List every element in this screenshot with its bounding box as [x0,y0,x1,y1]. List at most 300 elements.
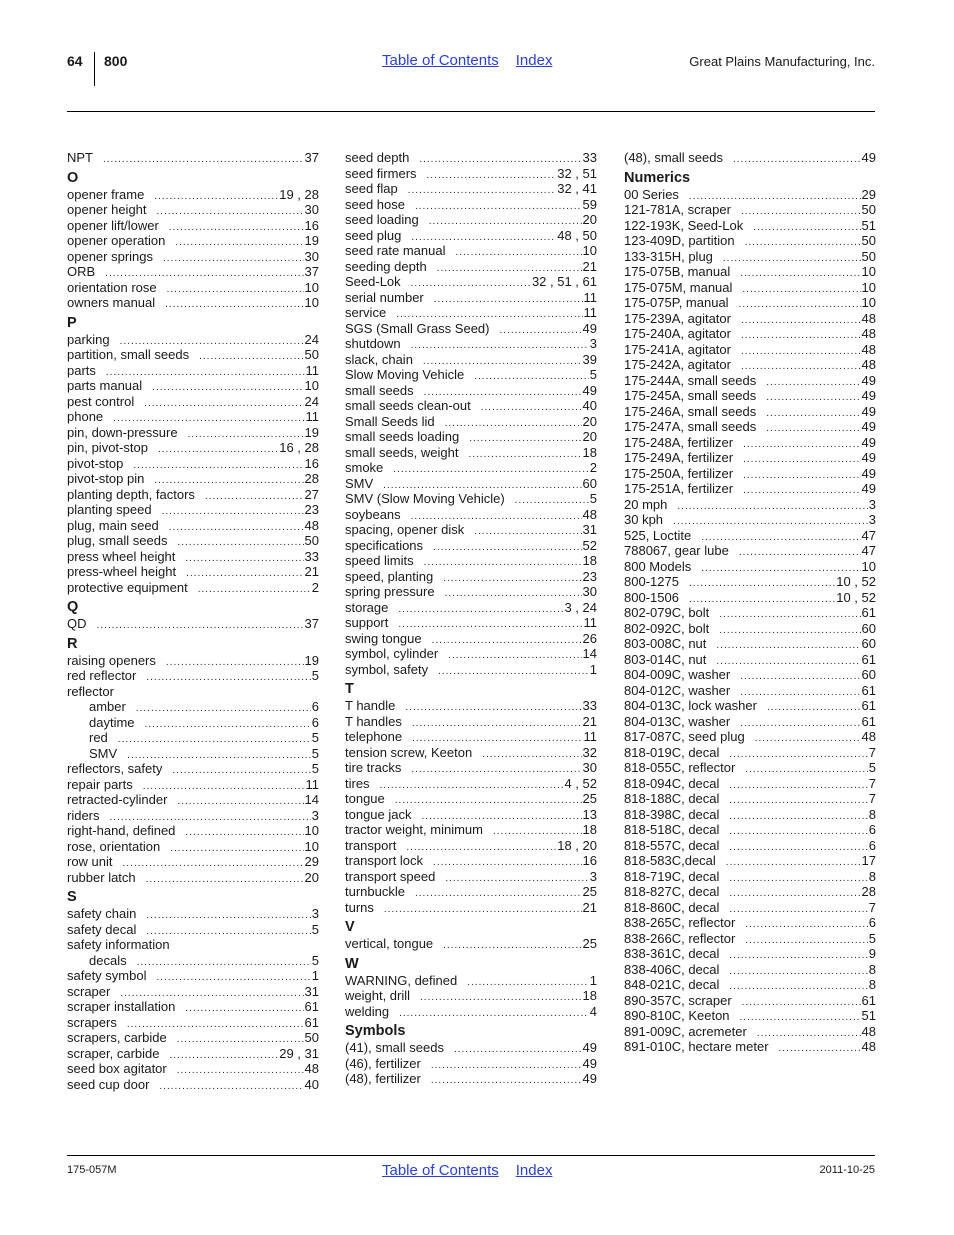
entry-page-ref[interactable]: 48 [861,729,876,744]
entry-page-ref[interactable]: 26 [582,630,597,646]
entry-page-ref[interactable]: 52 [582,537,597,553]
index-entry[interactable] [345,522,597,538]
entry-page-ref[interactable]: 61 [861,713,876,729]
entry-page-ref[interactable]: 60 [861,667,876,682]
index-entry[interactable] [67,823,319,839]
entry-page-ref[interactable]: 7 [868,744,876,760]
index-entry[interactable] [624,497,876,513]
entry-page-ref[interactable]: 10 [861,295,876,310]
index-entry[interactable] [345,445,597,461]
index-entry[interactable] [67,409,319,425]
index-entry[interactable] [624,466,876,482]
entry-page-ref[interactable]: 3 [589,336,597,351]
index-entry[interactable] [67,425,319,441]
entry-page-ref[interactable]: 21 [582,899,597,915]
index-entry[interactable] [345,352,597,368]
index-entry[interactable] [67,999,319,1015]
entry-page-ref[interactable]: 39 [582,351,597,367]
entry-page-ref[interactable]: 16 [582,853,597,868]
entry-page-ref[interactable]: 6 [868,822,876,837]
entry-page-ref[interactable]: 8 [868,961,876,977]
entry-page-ref[interactable]: 60 [861,620,876,636]
index-entry[interactable] [624,900,876,916]
index-entry[interactable] [67,471,319,487]
entry-page-ref[interactable]: 49 [861,450,876,465]
index-entry[interactable] [67,456,319,472]
index-entry[interactable] [345,398,597,414]
index-entry[interactable] [624,342,876,358]
index-entry[interactable] [345,259,597,275]
entry-page-ref[interactable]: 49 [582,382,597,398]
entry-page-ref[interactable]: 48 [861,357,876,372]
entry-page-ref[interactable]: 32 , 51 [557,165,597,181]
index-entry[interactable] [624,869,876,885]
entry-page-ref[interactable]: 11 [583,289,597,305]
entry-page-ref[interactable]: 28 [304,471,319,486]
entry-page-ref[interactable]: 40 [582,398,597,413]
index-entry[interactable] [345,476,597,492]
index-entry[interactable] [345,1056,597,1072]
entry-page-ref[interactable]: 32 [582,744,597,760]
index-entry[interactable] [624,574,876,590]
entry-page-ref[interactable]: 49 [582,1071,597,1086]
index-entry[interactable] [624,419,876,435]
index-entry[interactable] [624,621,876,637]
index-entry[interactable] [624,150,876,166]
entry-page-ref[interactable]: 59 [582,196,597,212]
index-entry[interactable] [345,150,597,166]
index-entry[interactable] [345,569,597,585]
index-entry[interactable] [624,528,876,544]
index-entry[interactable] [345,181,597,197]
index-entry[interactable] [345,491,597,507]
entry-page-ref[interactable]: 21 [582,258,597,274]
entry-page-ref[interactable]: 16 , 28 [279,440,319,455]
index-entry[interactable] [345,460,597,476]
index-entry[interactable] [624,311,876,327]
entry-page-ref[interactable]: 25 [582,791,597,806]
index-entry[interactable] [624,807,876,823]
entry-page-ref[interactable]: 10 [861,558,876,574]
index-entry[interactable] [624,652,876,668]
entry-page-ref[interactable]: 49 [861,150,876,165]
entry-page-ref[interactable]: 10 [582,243,597,258]
entry-page-ref[interactable]: 51 [861,1008,876,1023]
entry-page-ref[interactable]: 10 [304,838,319,854]
index-entry[interactable] [345,822,597,838]
index-entry[interactable] [624,667,876,683]
index-entry[interactable] [345,538,597,554]
entry-page-ref[interactable]: 6 [868,837,876,853]
entry-page-ref[interactable]: 5 [868,930,876,946]
index-entry[interactable] [67,295,319,311]
entry-page-ref[interactable]: 48 [861,1039,876,1054]
entry-page-ref[interactable]: 21 [582,713,597,729]
entry-page-ref[interactable]: 3 [868,512,876,527]
entry-page-ref[interactable]: 14 [304,792,319,807]
index-entry[interactable] [624,590,876,606]
index-entry[interactable] [67,347,319,363]
index-entry[interactable] [624,543,876,559]
index-entry[interactable] [67,1061,319,1077]
entry-page-ref[interactable]: 8 [868,868,876,884]
index-entry[interactable] [67,968,319,984]
index-entry[interactable] [67,332,319,348]
index-entry[interactable] [624,760,876,776]
index-entry[interactable] [345,1040,597,1056]
index-entry[interactable] [67,854,319,870]
index-entry[interactable] [624,977,876,993]
entry-page-ref[interactable]: 37 [304,150,319,165]
entry-page-ref[interactable]: 3 , 24 [564,599,597,615]
entry-page-ref[interactable]: 10 , 52 [836,589,876,605]
index-entry[interactable] [67,922,319,938]
index-entry[interactable] [345,228,597,244]
entry-page-ref[interactable]: 14 [582,646,597,661]
toc-link[interactable]: Table of Contents [382,1162,499,1179]
entry-page-ref[interactable]: 16 [304,455,319,471]
index-entry[interactable] [345,321,597,337]
entry-page-ref[interactable]: 47 [861,527,876,543]
index-entry[interactable] [624,822,876,838]
entry-page-ref[interactable]: 32 , 51 , 61 [531,274,597,289]
entry-page-ref[interactable]: 5 [311,745,319,761]
index-entry[interactable] [624,280,876,296]
index-entry[interactable] [67,984,319,1000]
index-subentry[interactable] [67,746,319,762]
entry-page-ref[interactable]: 48 [861,1023,876,1039]
entry-page-ref[interactable]: 18 [582,553,597,568]
entry-page-ref[interactable]: 23 [304,502,319,517]
index-entry[interactable] [345,988,597,1004]
index-entry[interactable] [67,653,319,669]
index-entry[interactable] [345,584,597,600]
entry-page-ref[interactable]: 10 , 52 [836,574,876,589]
entry-page-ref[interactable]: 8 [868,806,876,822]
index-entry[interactable] [624,884,876,900]
entry-page-ref[interactable]: 49 [861,465,876,481]
index-entry[interactable] [345,212,597,228]
entry-page-ref[interactable]: 60 [582,475,597,491]
index-entry[interactable] [624,1039,876,1055]
index-entry[interactable] [624,233,876,249]
index-entry[interactable] [624,729,876,745]
entry-page-ref[interactable]: 33 [582,698,597,713]
index-subentry[interactable] [67,699,319,715]
index-entry[interactable] [345,305,597,321]
entry-page-ref[interactable]: 27 [304,486,319,502]
index-entry[interactable] [624,481,876,497]
index-entry[interactable] [345,274,597,290]
index-entry[interactable] [345,807,597,823]
index-entry[interactable] [345,760,597,776]
entry-page-ref[interactable]: 18 [582,444,597,460]
entry-page-ref[interactable]: 50 [304,533,319,548]
entry-page-ref[interactable]: 30 [582,584,597,599]
entry-page-ref[interactable]: 11 [305,776,319,792]
index-entry[interactable] [67,1015,319,1031]
index-entry[interactable] [345,936,597,952]
index-entry[interactable] [345,869,597,885]
entry-page-ref[interactable]: 23 [582,568,597,584]
entry-page-ref[interactable]: 49 [861,481,876,496]
index-entry[interactable] [67,580,319,596]
entry-page-ref[interactable]: 2 [311,579,319,595]
index-entry[interactable] [624,202,876,218]
entry-page-ref[interactable]: 5 [311,730,319,745]
index-entry[interactable] [67,363,319,379]
entry-page-ref[interactable]: 8 [868,977,876,992]
entry-page-ref[interactable]: 20 [582,429,597,444]
entry-page-ref[interactable]: 11 [583,615,597,630]
entry-page-ref[interactable]: 49 [861,403,876,419]
index-entry[interactable] [624,559,876,575]
index-entry[interactable] [67,870,319,886]
entry-page-ref[interactable]: 30 [304,202,319,217]
entry-page-ref[interactable]: 6 [311,714,319,730]
entry-page-ref[interactable]: 50 [304,1030,319,1045]
index-entry[interactable] [67,684,319,700]
entry-page-ref[interactable]: 48 [861,326,876,341]
index-entry[interactable] [67,233,319,249]
index-entry[interactable] [624,776,876,792]
entry-page-ref[interactable]: 5 [311,668,319,683]
entry-page-ref[interactable]: 61 [861,682,876,698]
entry-page-ref[interactable]: 30 [304,248,319,264]
toc-link[interactable]: Table of Contents [382,52,499,69]
index-entry[interactable] [345,729,597,745]
entry-page-ref[interactable]: 13 [582,806,597,822]
entry-page-ref[interactable]: 1 [589,972,597,988]
entry-page-ref[interactable]: 5 [589,367,597,382]
index-entry[interactable] [624,698,876,714]
entry-page-ref[interactable]: 9 [868,946,876,961]
index-entry[interactable] [67,264,319,280]
index-entry[interactable] [67,502,319,518]
entry-page-ref[interactable]: 10 [861,264,876,279]
entry-page-ref[interactable]: 20 [304,869,319,885]
entry-page-ref[interactable]: 18 [582,822,597,837]
index-entry[interactable] [624,264,876,280]
entry-page-ref[interactable]: 31 [582,522,597,537]
entry-page-ref[interactable]: 48 [304,1061,319,1076]
index-subentry[interactable] [67,715,319,731]
entry-page-ref[interactable]: 49 [582,1055,597,1071]
index-subentry[interactable] [67,730,319,746]
index-entry[interactable] [345,507,597,523]
entry-page-ref[interactable]: 10 [861,279,876,295]
index-entry[interactable] [624,714,876,730]
entry-page-ref[interactable]: 16 [304,217,319,233]
entry-page-ref[interactable]: 49 [861,434,876,450]
index-entry[interactable] [67,1030,319,1046]
entry-page-ref[interactable]: 7 [868,775,876,791]
entry-page-ref[interactable]: 4 [589,1003,597,1019]
index-entry[interactable] [624,791,876,807]
index-entry[interactable] [345,290,597,306]
index-link[interactable]: Index [515,52,553,69]
entry-page-ref[interactable]: 29 , 31 [279,1045,319,1061]
entry-page-ref[interactable]: 50 [861,233,876,248]
index-entry[interactable] [345,615,597,631]
entry-page-ref[interactable]: 3 [868,496,876,512]
entry-page-ref[interactable]: 11 [305,409,319,424]
index-entry[interactable] [67,487,319,503]
entry-page-ref[interactable]: 37 [304,264,319,279]
index-entry[interactable] [624,187,876,203]
index-entry[interactable] [345,1071,597,1087]
entry-page-ref[interactable]: 48 [861,310,876,326]
index-entry[interactable] [345,383,597,399]
entry-page-ref[interactable]: 48 [582,506,597,522]
entry-page-ref[interactable]: 29 [861,186,876,202]
entry-page-ref[interactable]: 61 [304,1014,319,1030]
entry-page-ref[interactable]: 6 [868,915,876,930]
entry-page-ref[interactable]: 30 [582,760,597,775]
index-entry[interactable] [67,668,319,684]
entry-page-ref[interactable]: 10 [304,823,319,838]
index-entry[interactable] [345,791,597,807]
index-entry[interactable] [345,414,597,430]
entry-page-ref[interactable]: 48 , 50 [557,227,597,243]
index-entry[interactable] [345,698,597,714]
entry-page-ref[interactable]: 25 [582,884,597,899]
entry-page-ref[interactable]: 19 [304,652,319,668]
index-entry[interactable] [624,218,876,234]
index-subentry[interactable] [67,953,319,969]
entry-page-ref[interactable]: 21 [304,564,319,579]
entry-page-ref[interactable]: 17 [861,853,876,868]
index-entry[interactable] [624,357,876,373]
index-entry[interactable] [67,440,319,456]
entry-page-ref[interactable]: 25 [582,936,597,951]
index-entry[interactable] [345,884,597,900]
entry-page-ref[interactable]: 51 [861,217,876,233]
index-entry[interactable] [67,394,319,410]
index-entry[interactable] [67,839,319,855]
index-entry[interactable] [345,973,597,989]
entry-page-ref[interactable]: 48 [861,341,876,357]
entry-page-ref[interactable]: 18 , 20 [557,837,597,853]
index-entry[interactable] [345,853,597,869]
index-entry[interactable] [624,373,876,389]
index-entry[interactable] [345,714,597,730]
index-entry[interactable] [67,777,319,793]
entry-page-ref[interactable]: 32 , 41 [557,181,597,196]
index-entry[interactable] [67,218,319,234]
entry-page-ref[interactable]: 61 [861,698,876,713]
entry-page-ref[interactable]: 29 [304,854,319,869]
index-entry[interactable] [624,512,876,528]
index-entry[interactable] [67,150,319,166]
entry-page-ref[interactable]: 28 [861,884,876,899]
entry-page-ref[interactable]: 49 [861,372,876,388]
index-entry[interactable] [67,616,319,632]
entry-page-ref[interactable]: 11 [583,729,597,744]
entry-page-ref[interactable]: 19 [304,233,319,248]
index-entry[interactable] [67,937,319,953]
index-entry[interactable] [67,280,319,296]
index-entry[interactable] [624,450,876,466]
index-entry[interactable] [624,1024,876,1040]
index-entry[interactable] [67,518,319,534]
entry-page-ref[interactable]: 11 [583,305,597,320]
entry-page-ref[interactable]: 10 [304,295,319,310]
index-entry[interactable] [624,636,876,652]
index-entry[interactable] [67,1046,319,1062]
index-entry[interactable] [624,388,876,404]
index-entry[interactable] [624,249,876,265]
entry-page-ref[interactable]: 33 [582,150,597,165]
entry-page-ref[interactable]: 18 [582,988,597,1003]
entry-page-ref[interactable]: 37 [304,616,319,631]
index-entry[interactable] [67,1077,319,1093]
entry-page-ref[interactable]: 3 [311,807,319,823]
entry-page-ref[interactable]: 49 [861,419,876,434]
index-entry[interactable] [624,838,876,854]
index-entry[interactable] [67,187,319,203]
index-entry[interactable] [67,533,319,549]
entry-page-ref[interactable]: 61 [861,605,876,620]
index-entry[interactable] [345,631,597,647]
index-entry[interactable] [345,600,597,616]
entry-page-ref[interactable]: 10 [304,378,319,393]
index-entry[interactable] [345,776,597,792]
index-entry[interactable] [67,906,319,922]
entry-page-ref[interactable]: 7 [868,791,876,806]
index-entry[interactable] [624,993,876,1009]
index-entry[interactable] [67,249,319,265]
index-entry[interactable] [67,202,319,218]
index-entry[interactable] [67,792,319,808]
index-entry[interactable] [624,745,876,761]
entry-page-ref[interactable]: 5 [311,761,319,776]
index-entry[interactable] [624,404,876,420]
entry-page-ref[interactable]: 1 [589,661,597,677]
index-entry[interactable] [624,946,876,962]
entry-page-ref[interactable]: 2 [589,460,597,475]
index-entry[interactable] [624,295,876,311]
index-entry[interactable] [624,853,876,869]
index-entry[interactable] [345,367,597,383]
entry-page-ref[interactable]: 19 [304,424,319,440]
index-entry[interactable] [67,378,319,394]
index-entry[interactable] [67,808,319,824]
index-entry[interactable] [624,915,876,931]
entry-page-ref[interactable]: 5 [311,921,319,937]
entry-page-ref[interactable]: 4 , 52 [564,775,597,791]
index-entry[interactable] [345,166,597,182]
entry-page-ref[interactable]: 31 [304,983,319,999]
index-entry[interactable] [624,962,876,978]
index-entry[interactable] [345,1004,597,1020]
index-entry[interactable] [345,745,597,761]
entry-page-ref[interactable]: 6 [311,699,319,714]
index-entry[interactable] [345,243,597,259]
index-entry[interactable] [345,900,597,916]
entry-page-ref[interactable]: 60 [861,636,876,651]
entry-page-ref[interactable]: 5 [311,952,319,968]
index-entry[interactable] [624,605,876,621]
index-entry[interactable] [67,761,319,777]
entry-page-ref[interactable]: 1 [311,968,319,983]
index-entry[interactable] [624,683,876,699]
index-entry[interactable] [345,553,597,569]
entry-page-ref[interactable]: 3 [589,868,597,884]
entry-page-ref[interactable]: 40 [304,1076,319,1092]
index-entry[interactable] [345,197,597,213]
index-link[interactable]: Index [515,1162,553,1179]
